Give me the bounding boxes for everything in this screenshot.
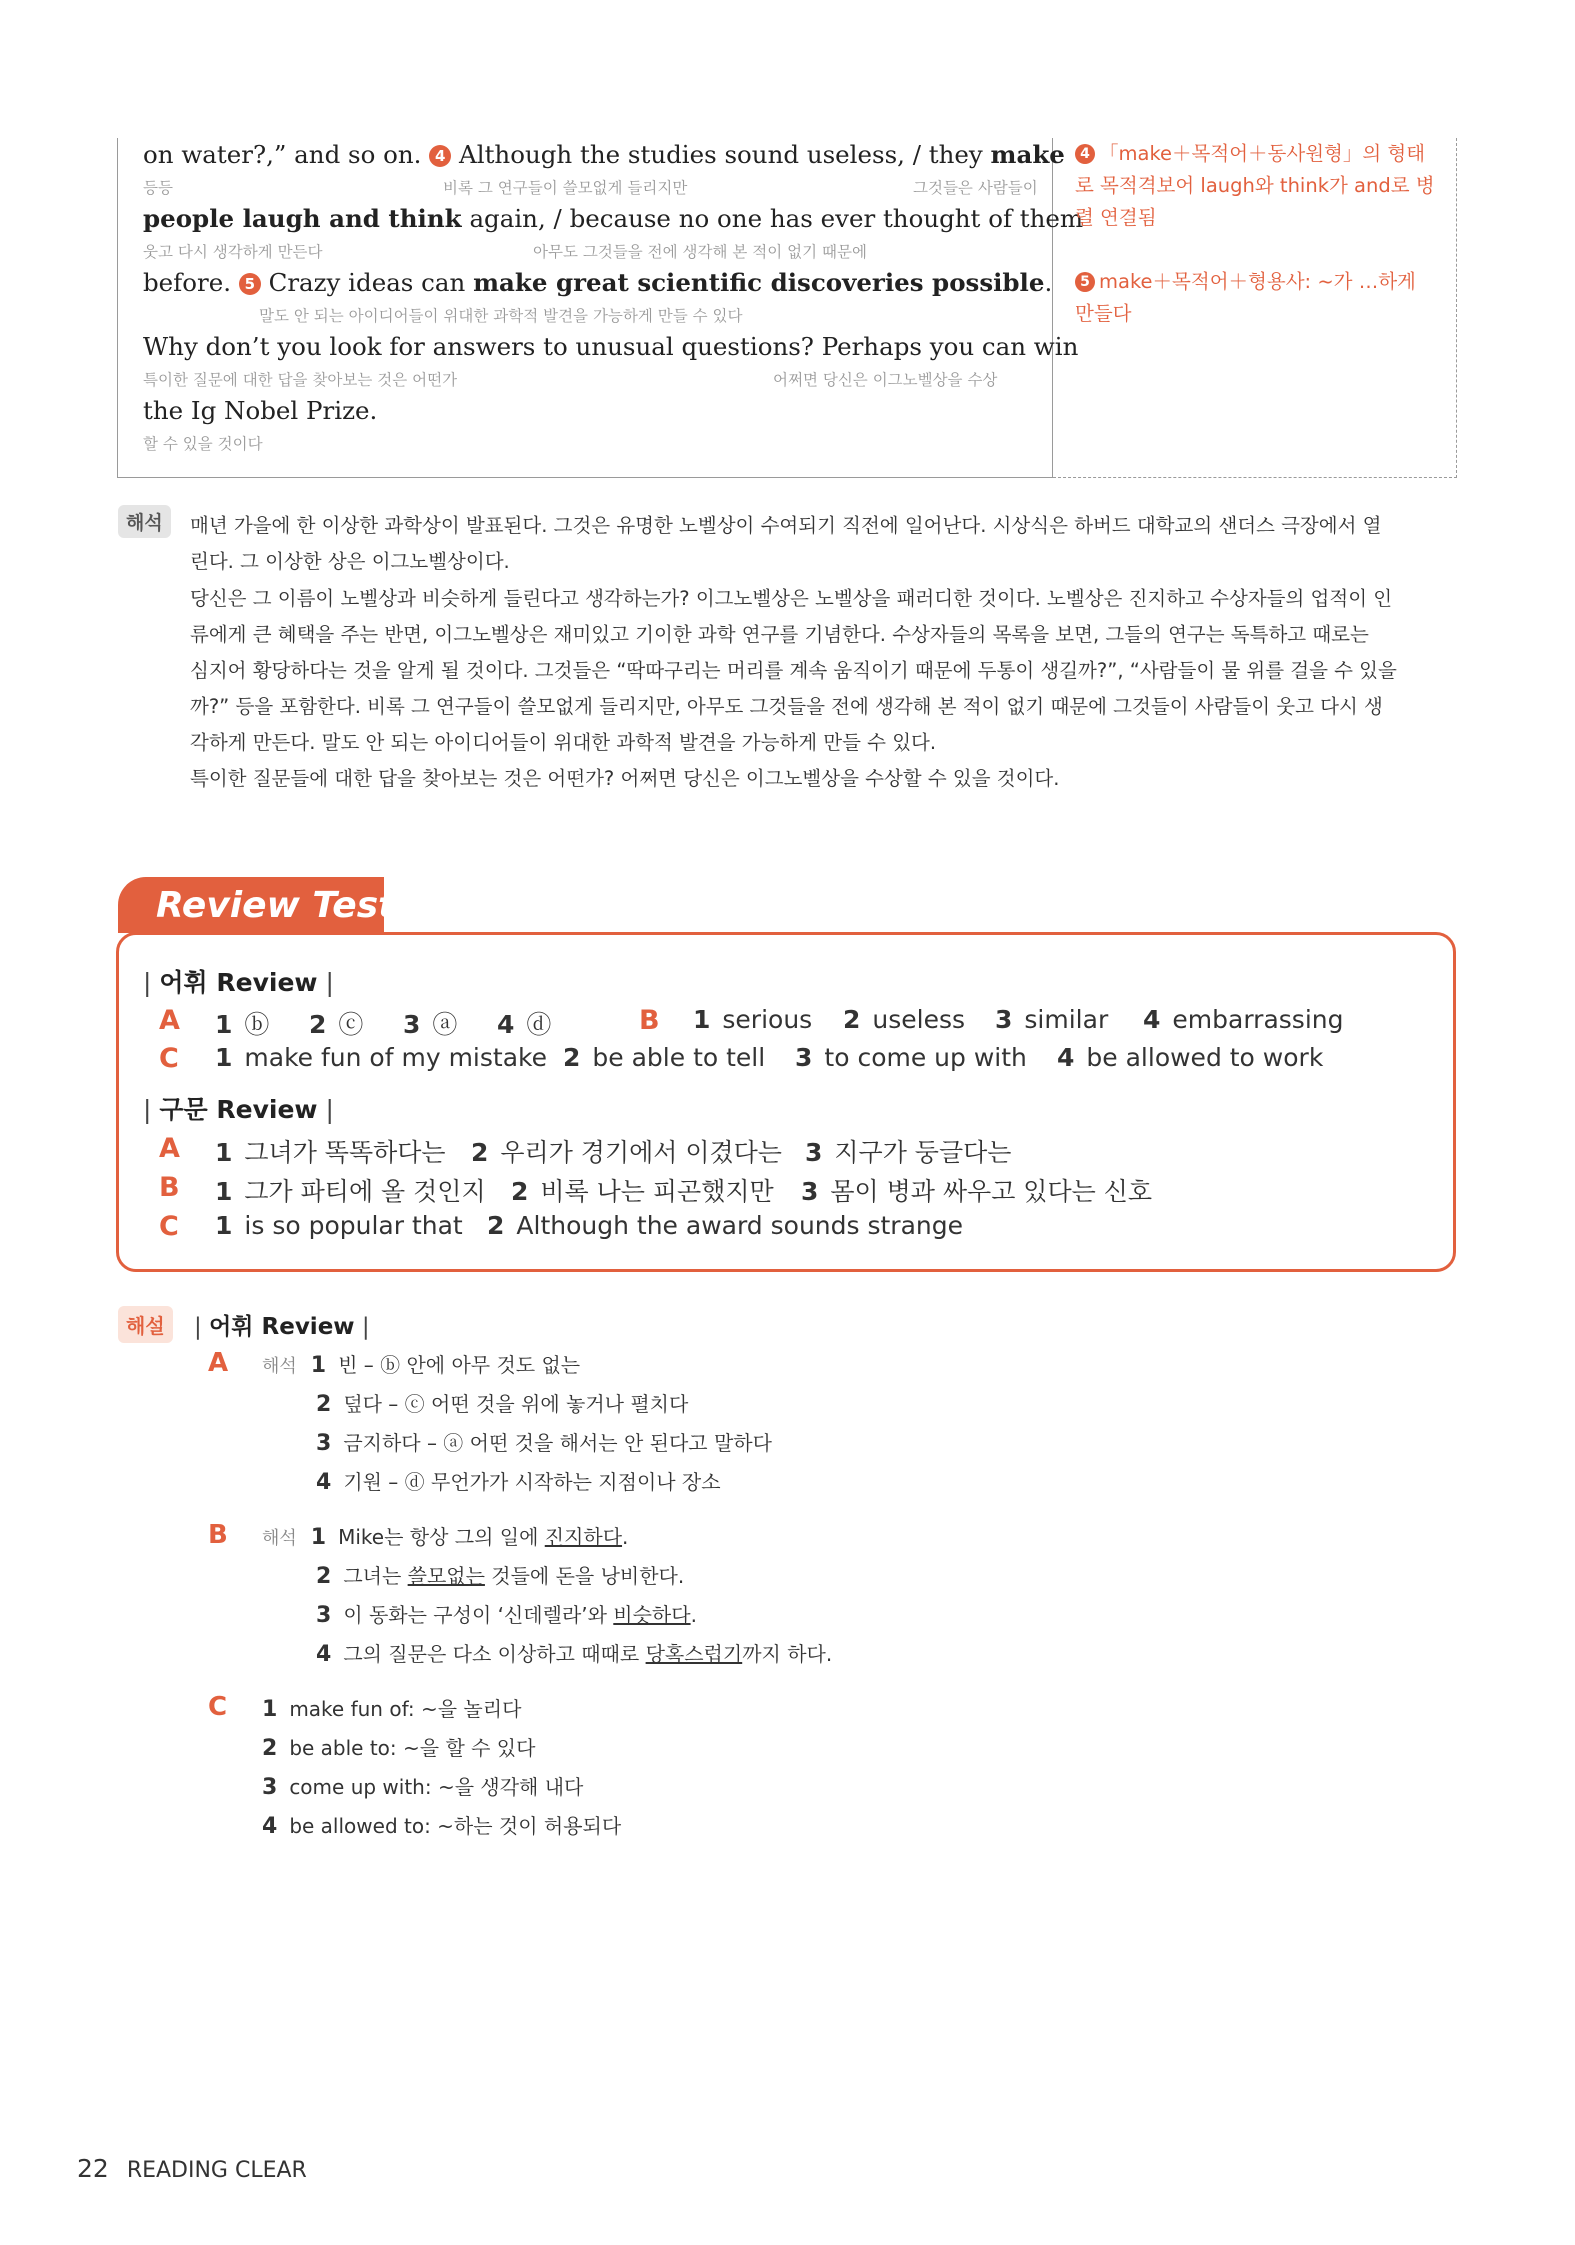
answer-item: 2 ⓒ bbox=[309, 1010, 364, 1039]
answer-item: 1 make fun of my mistake bbox=[215, 1043, 547, 1072]
translation-line: 매년 가을에 한 이상한 과학상이 발표된다. 그것은 유명한 노벨상이 수여되기 직전에 일어난다. 시상식은 하버드 대학교의 샌더스 극장에서 열 bbox=[190, 514, 1382, 537]
explanation-vocab-heading: | 어휘 Review | bbox=[194, 1314, 370, 1340]
section-letter-a: A bbox=[159, 1133, 180, 1164]
answer-item: 2 비록 나는 피곤했지만 bbox=[511, 1177, 774, 1206]
answer-item: 2 be able to tell bbox=[563, 1043, 766, 1072]
page-footer bbox=[77, 2154, 307, 2183]
explanation-item: 4 그의 질문은 다소 이상하고 때때로 당혹스럽기까지 하다. bbox=[316, 1642, 833, 1667]
explanation-item: 2 be able to: ~을 할 수 있다 bbox=[262, 1736, 536, 1761]
reading-passage-box bbox=[117, 138, 1457, 478]
section-letter-c: C bbox=[159, 1043, 179, 1074]
note-text: make＋목적어＋형용사: ~가 …하게 만들다 bbox=[1075, 270, 1416, 325]
gloss: 특이한 질문에 대한 답을 찾아보는 것은 어떤가 bbox=[143, 371, 458, 389]
answer-item: 4 ⓓ bbox=[497, 1010, 552, 1039]
note-number-badge: 5 bbox=[1075, 272, 1095, 292]
translation-line: 당신은 그 이름이 노벨상과 비슷하게 들린다고 생각하는가? 이그노벨상은 노벨상을 패러디한 것이다. 노벨상은 진지하고 수상자들의 업적이 인 bbox=[190, 587, 1393, 610]
answer-item: 3 ⓐ bbox=[403, 1010, 458, 1039]
gloss: 등등 bbox=[143, 179, 173, 197]
passage-english: before. 5 Crazy ideas can make great scientific discoveries possible. bbox=[143, 268, 1053, 297]
grammar-review-heading: | 구문 Review | bbox=[143, 1095, 334, 1124]
explanation-item: 3 come up with: ~을 생각해 내다 bbox=[262, 1775, 584, 1800]
answer-item: 1 그가 파티에 올 것인지 bbox=[215, 1177, 486, 1206]
section-letter-b: B bbox=[159, 1172, 180, 1203]
explanation-item: 해석 1 빈 – ⓑ 안에 아무 것도 없는 bbox=[262, 1353, 581, 1378]
section-letter-a: A bbox=[208, 1348, 229, 1378]
explanation-item: 3 금지하다 – ⓐ 어떤 것을 해서는 안 된다고 말하다 bbox=[316, 1431, 772, 1456]
section-letter-c: C bbox=[208, 1692, 228, 1722]
answer-item: 1 serious bbox=[693, 1005, 813, 1034]
explanation-item: 4 be allowed to: ~하는 것이 허용되다 bbox=[262, 1814, 622, 1839]
translation-tag: 해석 bbox=[118, 505, 171, 538]
gloss: 할 수 있을 것이다 bbox=[143, 435, 263, 453]
translation-line: 심지어 황당하다는 것을 알게 될 것이다. 그것들은 “딱따구리는 머리를 계속 움직이기 때문에 두통이 생길까?”, “사람들이 물 위를 걸을 수 있을 bbox=[190, 659, 1397, 682]
gloss: 아무도 그것들을 전에 생각해 본 적이 없기 때문에 bbox=[533, 243, 867, 261]
passage-english: people laugh and think again, / because no one has ever thought of them bbox=[143, 204, 1084, 233]
answer-item: 4 embarrassing bbox=[1143, 1005, 1344, 1034]
review-answer-box bbox=[116, 932, 1456, 1272]
translation-line: 각하게 만든다. 말도 안 되는 아이디어들이 위대한 과학적 발견을 가능하게 만들 수 있다. bbox=[190, 731, 937, 754]
answer-item: 1 그녀가 똑똑하다는 bbox=[215, 1138, 446, 1167]
note-number-badge: 4 bbox=[1075, 144, 1095, 164]
page-number: 22 bbox=[77, 2154, 109, 2183]
explanation-item: 2 그녀는 쓸모없는 것들에 돈을 낭비한다. bbox=[316, 1564, 685, 1589]
answer-item: 1 ⓑ bbox=[215, 1010, 270, 1039]
gloss: 어쩌면 당신은 이그노벨상을 수상 bbox=[773, 371, 998, 389]
answer-item: 1 is so popular that bbox=[215, 1211, 463, 1240]
answer-item: 3 몸이 병과 싸우고 있다는 신호 bbox=[801, 1177, 1152, 1206]
review-title: Review Test bbox=[156, 885, 396, 926]
section-letter-b: B bbox=[208, 1520, 228, 1550]
gloss: 말도 안 되는 아이디어들이 위대한 과학적 발견을 가능하게 만들 수 있다 bbox=[259, 307, 743, 325]
gloss: 그것들은 사람들이 bbox=[913, 179, 1038, 197]
explanation-tag: 해설 bbox=[118, 1306, 173, 1343]
explanation-item: 해석 1 Mike는 항상 그의 일에 진지하다. bbox=[262, 1525, 629, 1550]
translation-line: 까?” 등을 포함한다. 비록 그 연구들이 쓸모없게 들리지만, 아무도 그것들을 전에 생각해 본 적이 없기 때문에 그것들이 사람들이 웃고 다시 생 bbox=[190, 695, 1383, 718]
grammar-note bbox=[1075, 138, 1435, 234]
answer-item: 2 Although the award sounds strange bbox=[487, 1211, 963, 1240]
answer-item: 4 be allowed to work bbox=[1057, 1043, 1324, 1072]
gloss: 웃고 다시 생각하게 만든다 bbox=[143, 243, 323, 261]
translation-line: 특이한 질문들에 대한 답을 찾아보는 것은 어떤가? 어쩌면 당신은 이그노벨상을 수상할 수 있을 것이다. bbox=[190, 767, 1060, 790]
passage-english: the Ig Nobel Prize. bbox=[143, 396, 378, 425]
grammar-note bbox=[1075, 266, 1435, 330]
explanation-item: 4 기원 – ⓓ 무언가가 시작하는 지점이나 장소 bbox=[316, 1470, 721, 1495]
answer-item: 3 지구가 둥글다는 bbox=[805, 1138, 1012, 1167]
answer-item: 2 useless bbox=[843, 1005, 966, 1034]
explanation-item: 2 덮다 – ⓒ 어떤 것을 위에 놓거나 펼치다 bbox=[316, 1392, 689, 1417]
translation-line: 린다. 그 이상한 상은 이그노벨상이다. bbox=[190, 550, 510, 573]
passage-english: on water?,” and so on. 4 Although the studies sound useless, / they make bbox=[143, 140, 1065, 169]
answer-item: 3 similar bbox=[995, 1005, 1109, 1034]
answer-item: 2 우리가 경기에서 이겼다는 bbox=[471, 1138, 782, 1167]
explanation-item: 3 이 동화는 구성이 ‘신데렐라’와 비슷하다. bbox=[316, 1603, 697, 1628]
section-letter-c: C bbox=[159, 1211, 179, 1242]
answer-item: 3 to come up with bbox=[795, 1043, 1027, 1072]
grammar-notes-panel bbox=[1053, 138, 1457, 478]
section-letter-b: B bbox=[639, 1005, 660, 1036]
vocab-review-heading: | 어휘 Review | bbox=[143, 968, 334, 997]
translation-line: 류에게 큰 혜택을 주는 반면, 이그노벨상은 재미있고 기이한 과학 연구를 기념한다. 수상자들의 목록을 보면, 그들의 연구는 독특하고 때로는 bbox=[190, 623, 1369, 646]
passage-english: Why don’t you look for answers to unusual questions? Perhaps you can win bbox=[143, 332, 1079, 361]
passage-frame bbox=[117, 138, 1084, 478]
section-letter-a: A bbox=[159, 1005, 180, 1036]
book-title: READING CLEAR bbox=[126, 2158, 307, 2183]
gloss: 비록 그 연구들이 쓸모없게 들리지만 bbox=[443, 179, 688, 197]
explanation-item: 1 make fun of: ~을 놀리다 bbox=[262, 1697, 522, 1722]
note-text: 「make＋목적어＋동사원형」의 형태로 목적격보어 laugh와 think가 and로 병렬 연결됨 bbox=[1075, 142, 1435, 229]
